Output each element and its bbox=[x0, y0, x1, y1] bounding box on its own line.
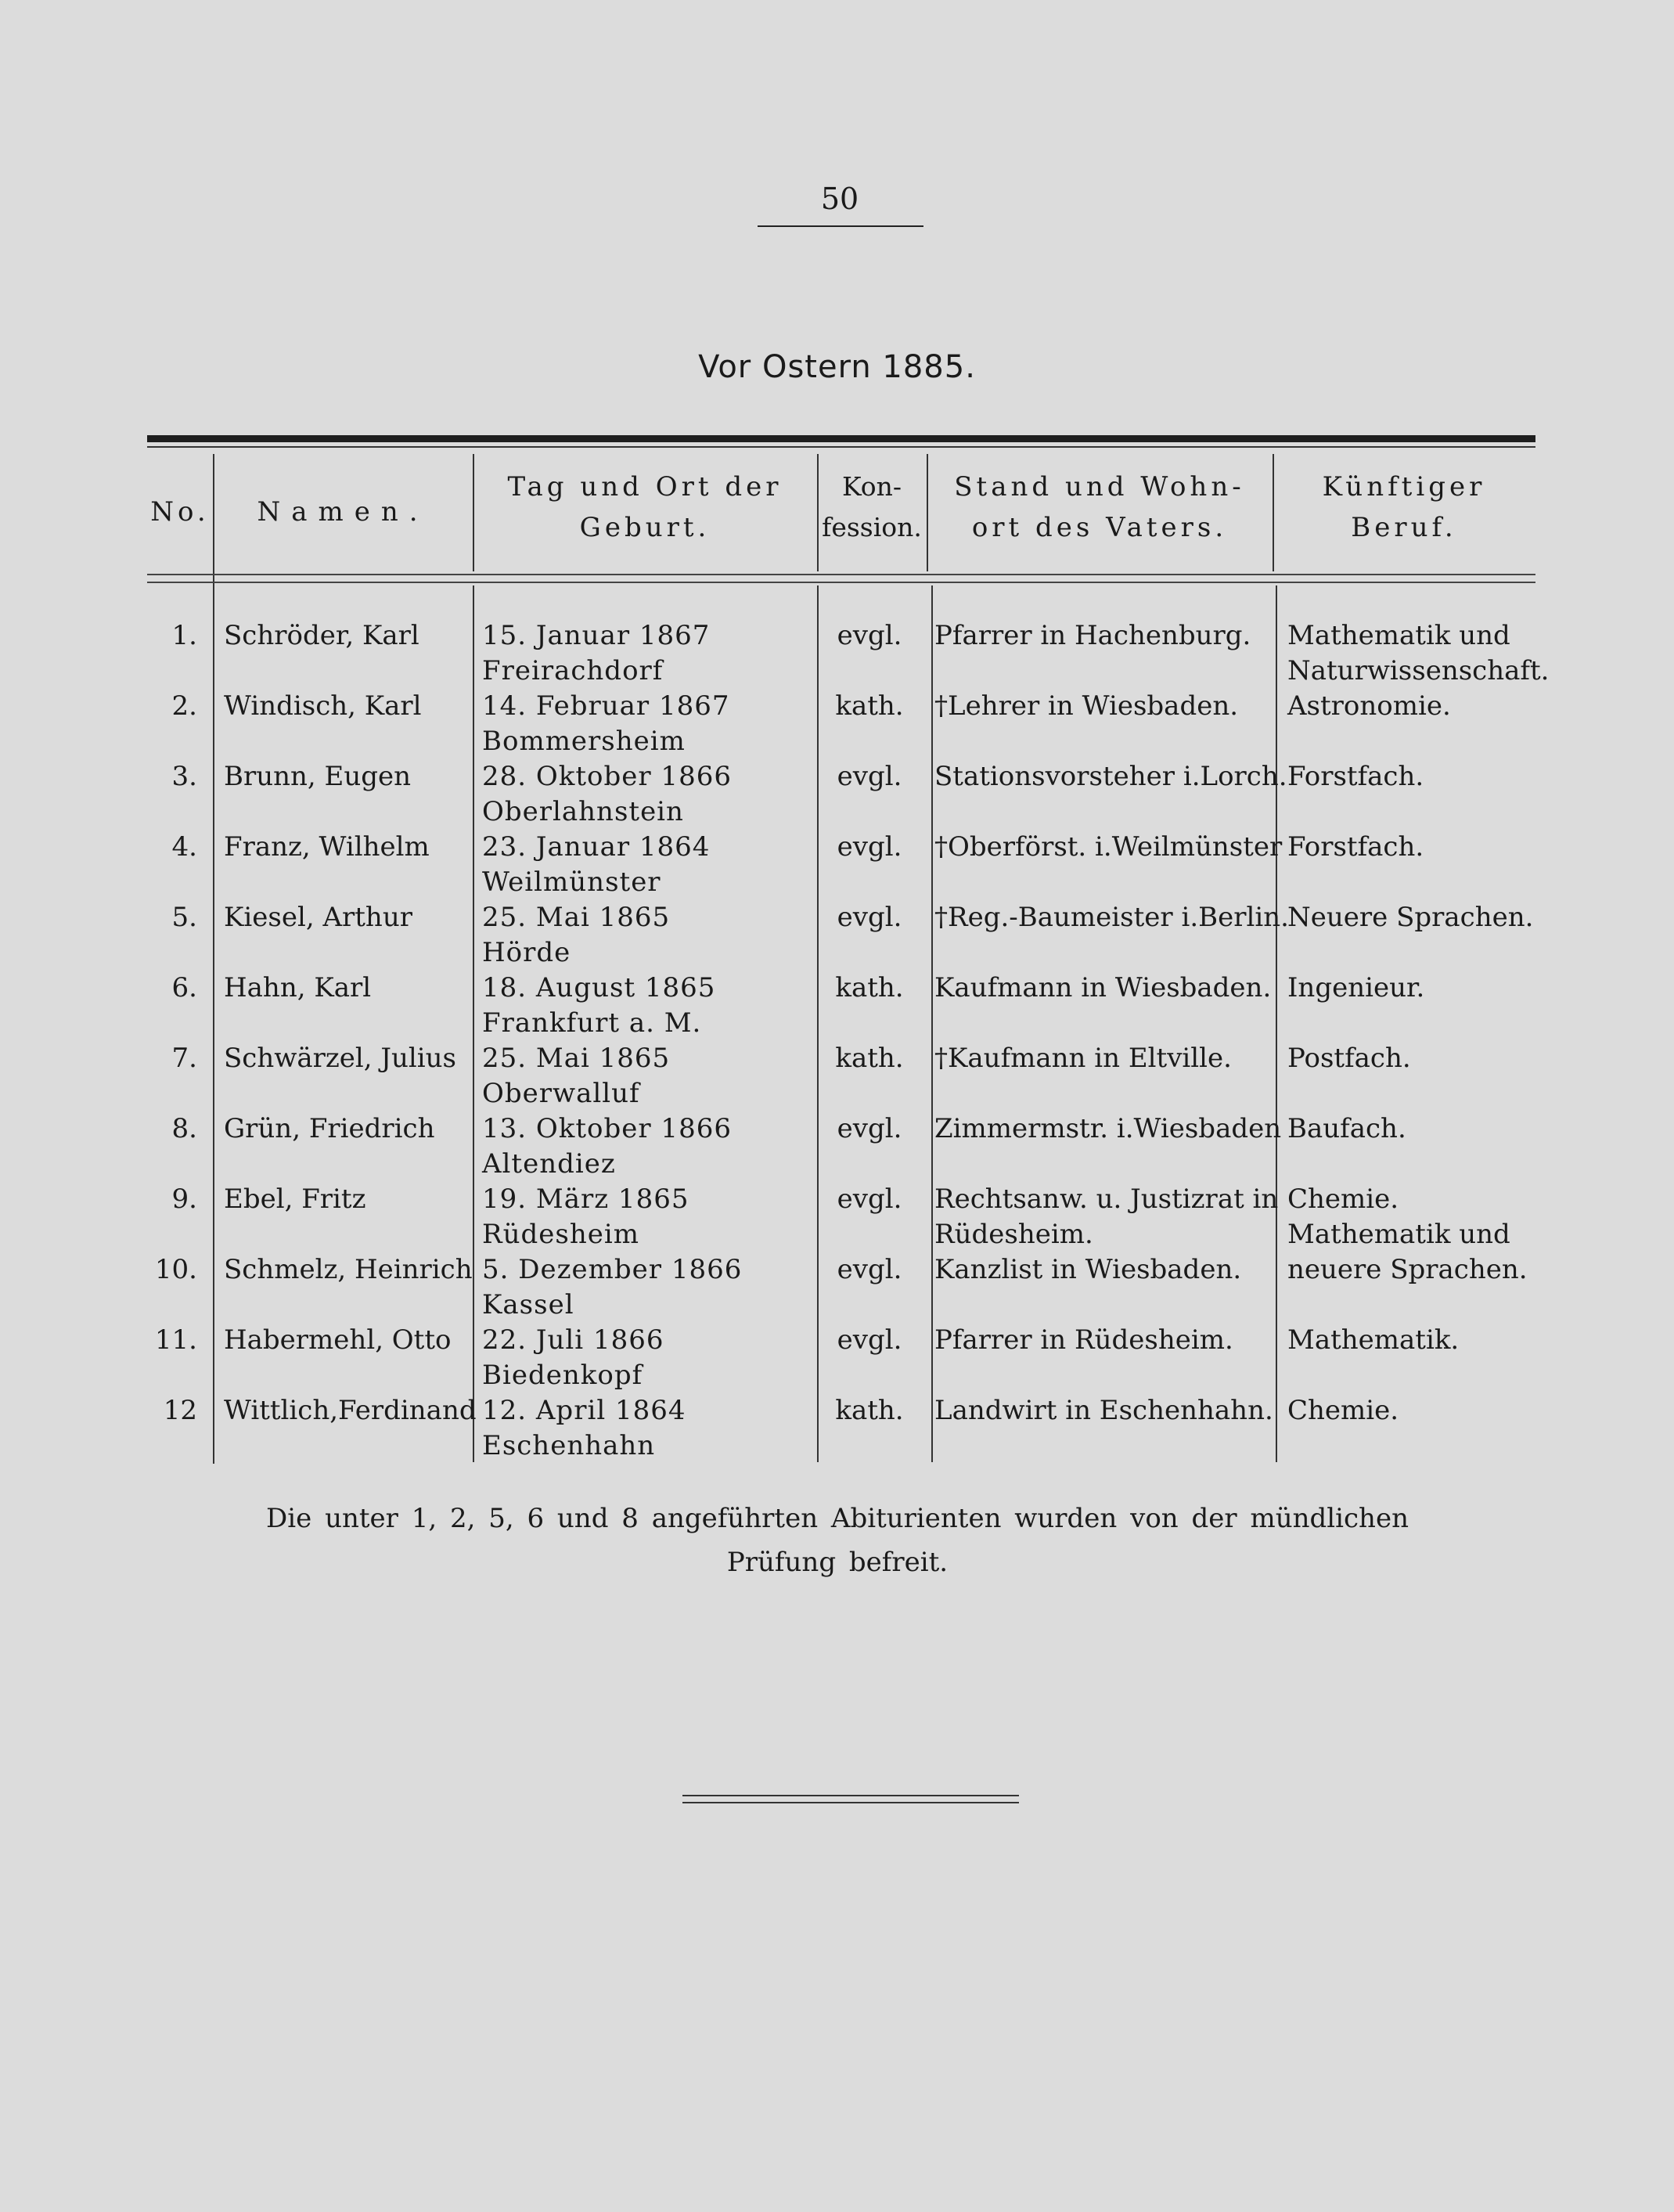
row-number: 12 bbox=[163, 1395, 197, 1426]
row-konfession: evgl. bbox=[837, 902, 902, 933]
row-konfession: kath. bbox=[835, 1043, 904, 1074]
row-konfession: kath. bbox=[835, 1395, 904, 1426]
row-birth-place: Eschenhahn bbox=[482, 1430, 656, 1461]
header-rule bbox=[147, 574, 1535, 575]
row-konfession: evgl. bbox=[837, 831, 902, 863]
end-rule bbox=[682, 1802, 1019, 1803]
row-konfession: evgl. bbox=[837, 620, 902, 651]
row-birth-date: 22. Juli 1866 bbox=[482, 1324, 664, 1356]
row-konfession: kath. bbox=[835, 690, 904, 722]
row-name: Ebel, Fritz bbox=[224, 1183, 366, 1215]
header-father-line1: Stand und Wohn- bbox=[954, 471, 1245, 503]
row-career-cont: Mathematik und bbox=[1287, 1219, 1510, 1250]
row-birth-date: 12. April 1864 bbox=[482, 1395, 686, 1426]
header-career-line2: Beruf. bbox=[1351, 512, 1457, 543]
row-father: Zimmermstr. i.Wiesbaden bbox=[934, 1113, 1282, 1144]
row-birth-place: Freirachdorf bbox=[482, 655, 664, 686]
header-konf-line1: Kon- bbox=[841, 471, 902, 502]
row-career: Chemie. bbox=[1287, 1395, 1399, 1426]
row-father: Kanzlist in Wiesbaden. bbox=[934, 1254, 1242, 1285]
column-divider bbox=[473, 585, 474, 1462]
table-top-rule-thin bbox=[147, 446, 1535, 448]
header-konf-line2: fession. bbox=[822, 512, 922, 542]
row-number: 6. bbox=[171, 972, 197, 1003]
column-divider bbox=[817, 585, 819, 1462]
row-father: †Kaufmann in Eltville. bbox=[934, 1043, 1232, 1074]
row-birth-place: Oberwalluf bbox=[482, 1078, 640, 1109]
column-divider bbox=[931, 585, 933, 1462]
section-title: Vor Ostern 1885. bbox=[698, 349, 976, 385]
row-birth-date: 25. Mai 1865 bbox=[482, 1043, 671, 1074]
row-number: 8. bbox=[171, 1113, 197, 1144]
row-name: Franz, Wilhelm bbox=[224, 831, 430, 863]
row-father: †Lehrer in Wiesbaden. bbox=[934, 690, 1239, 722]
row-konfession: evgl. bbox=[837, 1183, 902, 1215]
header-rule bbox=[147, 582, 1535, 583]
row-father: †Oberförst. i.Weilmünster bbox=[934, 831, 1283, 863]
row-father: Rechtsanw. u. Justizrat in bbox=[934, 1183, 1279, 1215]
header-career-line1: Künftiger bbox=[1322, 471, 1486, 503]
row-number: 9. bbox=[171, 1183, 197, 1215]
page-number-rule bbox=[758, 225, 923, 227]
row-name: Schmelz, Heinrich bbox=[224, 1254, 473, 1285]
row-number: 5. bbox=[171, 902, 197, 933]
row-birth-place: Bommersheim bbox=[482, 726, 686, 757]
row-name: Habermehl, Otto bbox=[224, 1324, 452, 1356]
column-divider bbox=[1276, 585, 1277, 1462]
footnote-line1: Die unter 1, 2, 5, 6 und 8 angeführten Abiturienten wurden von der mündlichen bbox=[266, 1503, 1409, 1534]
row-career: Forstfach. bbox=[1287, 761, 1424, 792]
row-birth-date: 15. Januar 1867 bbox=[482, 620, 711, 651]
row-career: neuere Sprachen. bbox=[1287, 1254, 1528, 1285]
row-name: Wittlich,Ferdinand bbox=[224, 1395, 477, 1426]
row-birth-date: 25. Mai 1865 bbox=[482, 902, 671, 933]
row-birth-date: 23. Januar 1864 bbox=[482, 831, 711, 863]
row-number: 11. bbox=[154, 1324, 197, 1356]
row-number: 4. bbox=[171, 831, 197, 863]
table-top-rule bbox=[147, 435, 1535, 442]
footnote bbox=[196, 1497, 1479, 1584]
row-birth-date: 18. August 1865 bbox=[482, 972, 716, 1003]
row-career: Astronomie. bbox=[1287, 690, 1451, 722]
row-birth-date: 28. Oktober 1866 bbox=[482, 761, 732, 792]
row-career: Neuere Sprachen. bbox=[1287, 902, 1534, 933]
row-birth-date: 19. März 1865 bbox=[482, 1183, 689, 1215]
row-birth-place: Biedenkopf bbox=[482, 1360, 643, 1391]
column-divider bbox=[213, 454, 214, 1464]
row-birth-date: 5. Dezember 1866 bbox=[482, 1254, 743, 1285]
row-name: Brunn, Eugen bbox=[224, 761, 412, 792]
header-name: Namen. bbox=[257, 496, 429, 528]
row-birth-place: Weilmünster bbox=[482, 866, 661, 898]
row-name: Grün, Friedrich bbox=[224, 1113, 435, 1144]
row-father: †Reg.-Baumeister i.Berlin. bbox=[934, 902, 1289, 933]
row-father: Pfarrer in Rüdesheim. bbox=[934, 1324, 1233, 1356]
row-father: Landwirt in Eschenhahn. bbox=[934, 1395, 1273, 1426]
header-birth-line1: Tag und Ort der bbox=[507, 471, 783, 503]
row-father: Stationsvorsteher i.Lorch. bbox=[934, 761, 1287, 792]
header-no: No. bbox=[150, 496, 210, 528]
row-birth-place: Hörde bbox=[482, 937, 571, 968]
row-number: 2. bbox=[171, 690, 197, 722]
row-birth-place: Oberlahnstein bbox=[482, 796, 684, 827]
header-father-line2: ort des Vaters. bbox=[971, 512, 1228, 543]
row-career: Forstfach. bbox=[1287, 831, 1424, 863]
row-father: Kaufmann in Wiesbaden. bbox=[934, 972, 1272, 1003]
row-name: Hahn, Karl bbox=[224, 972, 372, 1003]
row-birth-place: Kassel bbox=[482, 1289, 574, 1320]
row-name: Schwärzel, Julius bbox=[224, 1043, 457, 1074]
row-career: Baufach. bbox=[1287, 1113, 1406, 1144]
header-birth-line2: Geburt. bbox=[579, 512, 711, 543]
row-birth-place: Frankfurt a. M. bbox=[482, 1007, 702, 1039]
row-career-cont: Naturwissenschaft. bbox=[1287, 655, 1550, 686]
row-konfession: kath. bbox=[835, 972, 904, 1003]
row-konfession: evgl. bbox=[837, 1254, 902, 1285]
row-father-cont: Rüdesheim. bbox=[934, 1219, 1093, 1250]
row-birth-date: 14. Februar 1867 bbox=[482, 690, 730, 722]
row-konfession: evgl. bbox=[837, 1113, 902, 1144]
row-number: 10. bbox=[154, 1254, 197, 1285]
row-birth-date: 13. Oktober 1866 bbox=[482, 1113, 732, 1144]
row-career: Postfach. bbox=[1287, 1043, 1411, 1074]
row-konfession: evgl. bbox=[837, 761, 902, 792]
row-konfession: evgl. bbox=[837, 1324, 902, 1356]
row-birth-place: Rüdesheim bbox=[482, 1219, 639, 1250]
end-rule bbox=[682, 1795, 1019, 1796]
row-number: 3. bbox=[171, 761, 197, 792]
row-name: Schröder, Karl bbox=[224, 620, 419, 651]
row-career: Mathematik und bbox=[1287, 620, 1510, 651]
row-name: Kiesel, Arthur bbox=[224, 902, 412, 933]
footnote-line2: Prüfung befreit. bbox=[726, 1547, 949, 1578]
row-career: Ingenieur. bbox=[1287, 972, 1425, 1003]
row-name: Windisch, Karl bbox=[224, 690, 422, 722]
row-number: 7. bbox=[171, 1043, 197, 1074]
row-career: Chemie. bbox=[1287, 1183, 1399, 1215]
row-number: 1. bbox=[171, 620, 197, 651]
row-birth-place: Altendiez bbox=[482, 1148, 616, 1180]
row-father: Pfarrer in Hachenburg. bbox=[934, 620, 1251, 651]
row-career: Mathematik. bbox=[1287, 1324, 1460, 1356]
page-number: 50 bbox=[820, 182, 859, 216]
